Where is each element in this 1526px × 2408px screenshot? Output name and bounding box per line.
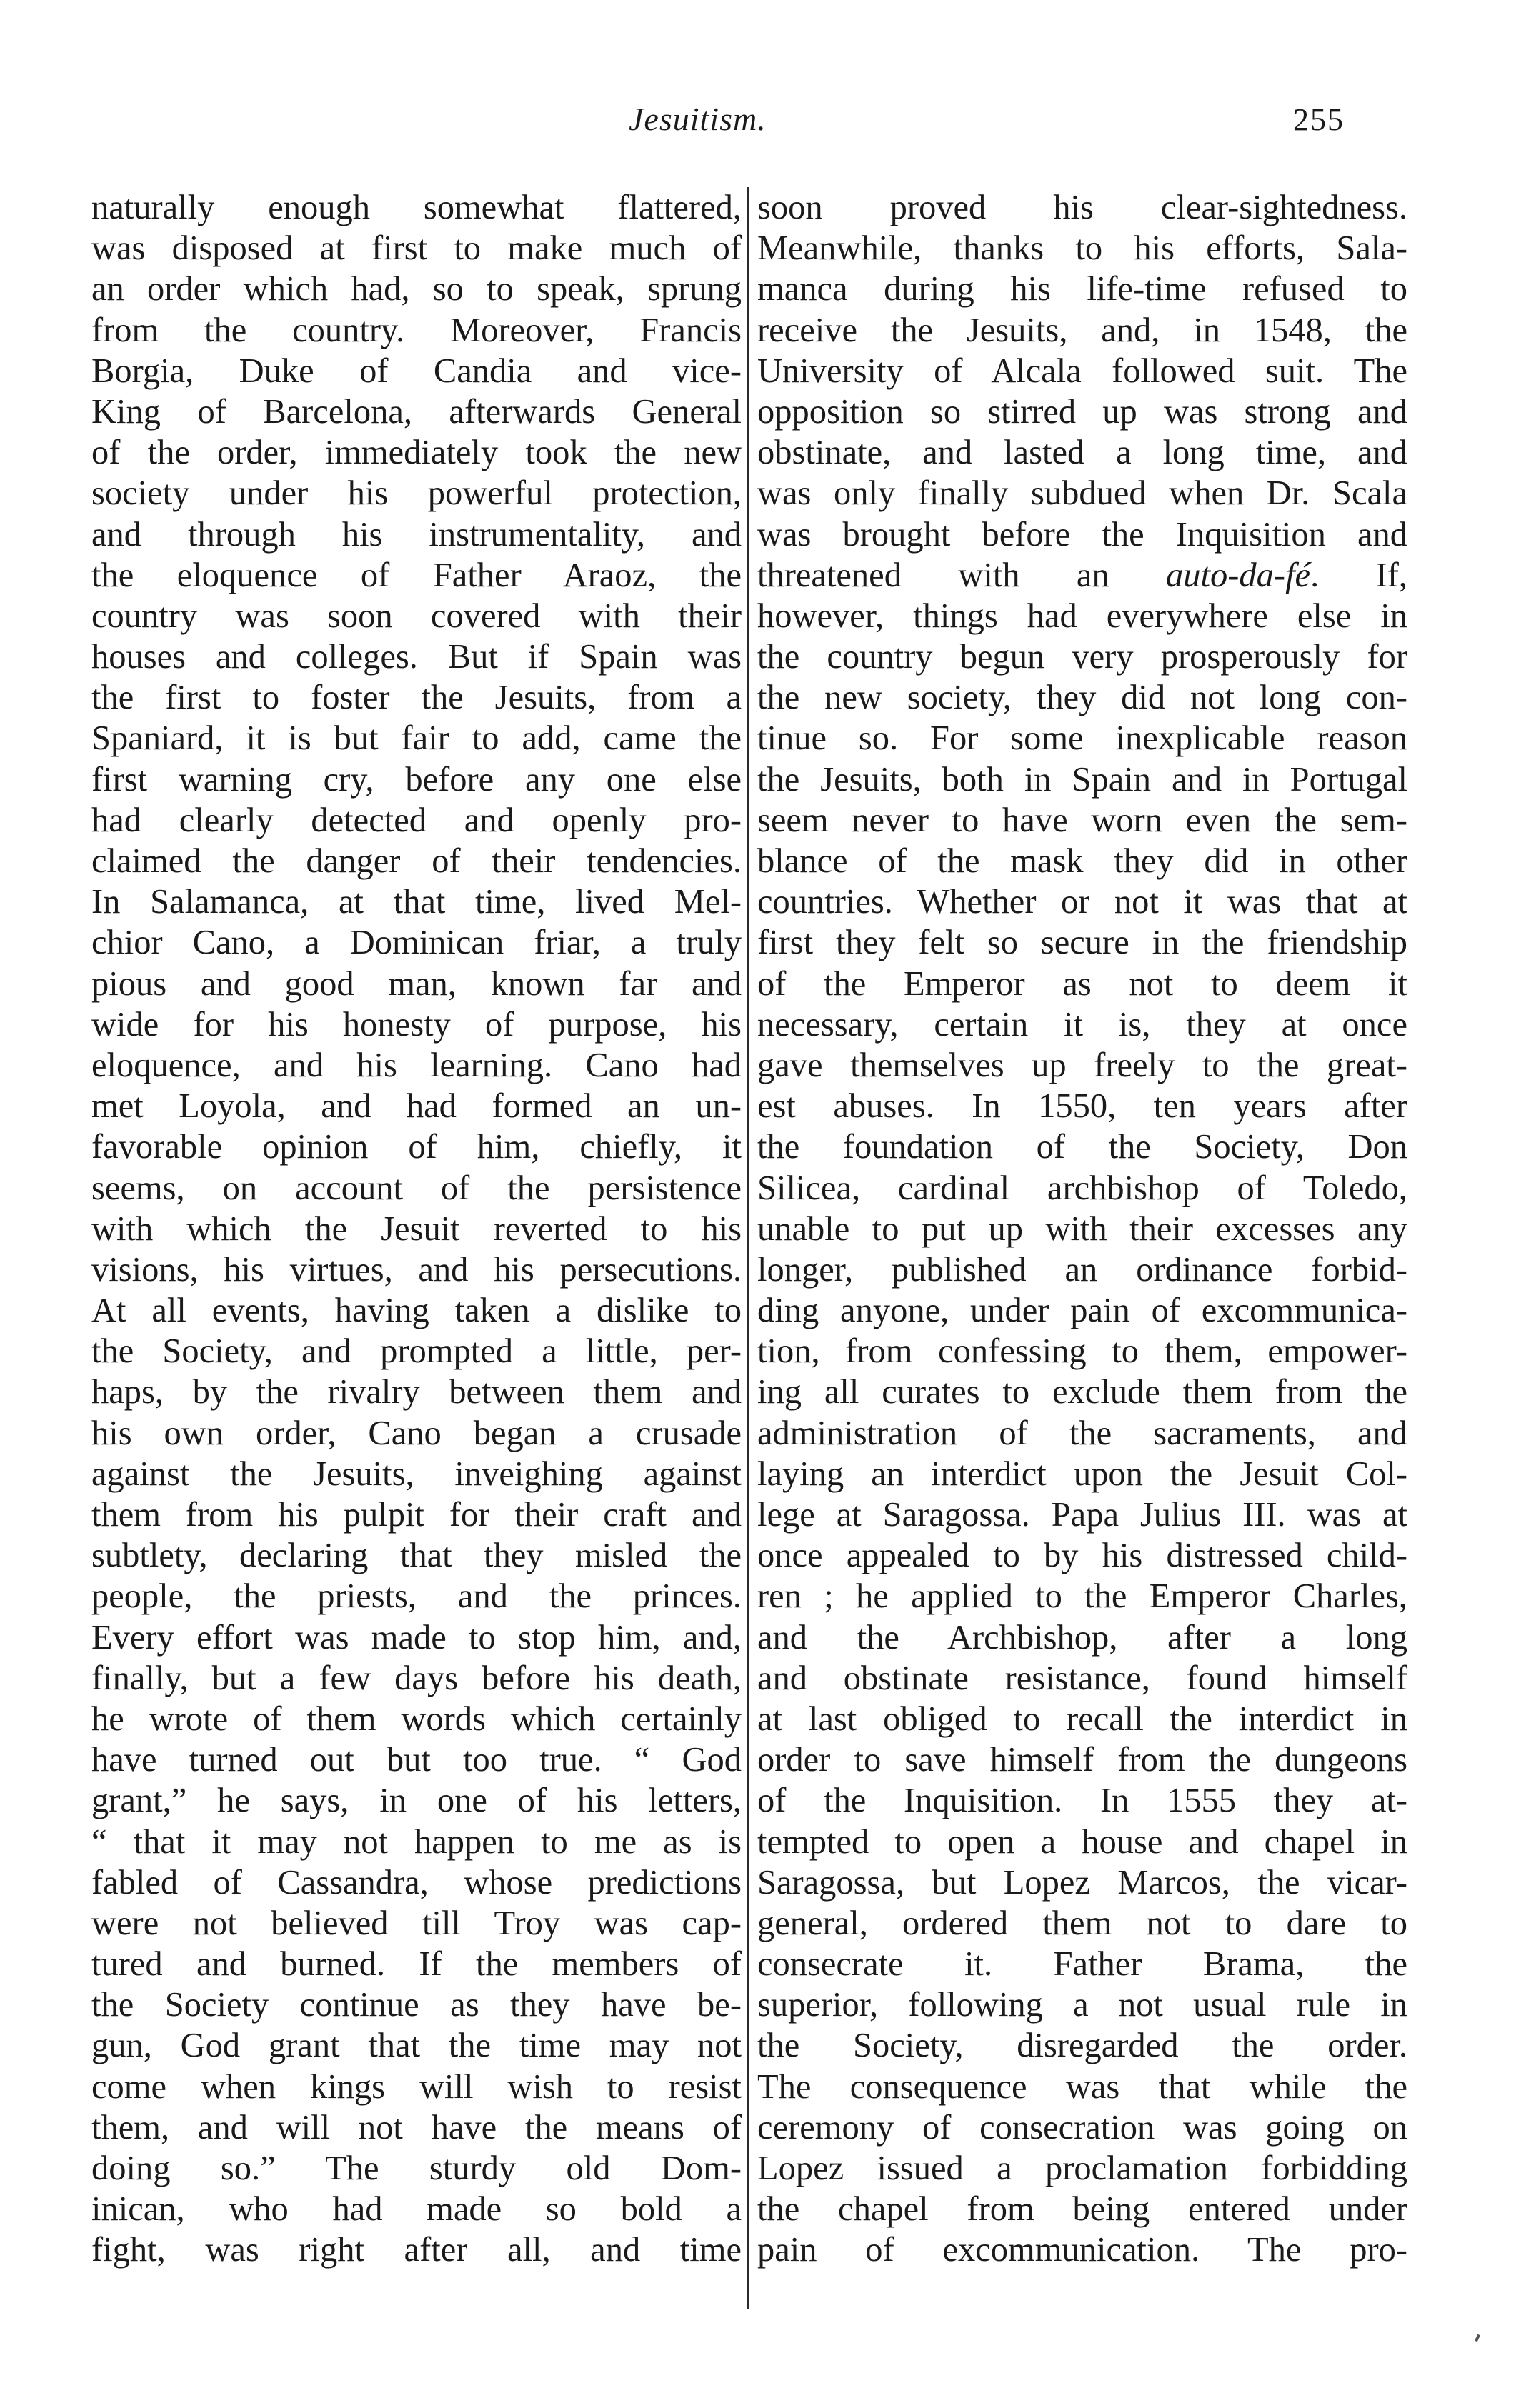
text-line: Lopez issued a proclamation forbidding	[757, 2149, 1407, 2187]
left-text-column	[91, 187, 742, 2271]
text-line: inican, who had made so bold a	[91, 2190, 742, 2229]
text-line: Borgia, Duke of Candia and vice-	[91, 351, 742, 390]
text-line: countries. Whether or not it was that at	[757, 883, 1407, 921]
text-line: the Society, and prompted a little, per-	[91, 1332, 742, 1371]
text-line: Every effort was made to stop him, and,	[91, 1618, 742, 1657]
text-line: gave themselves up freely to the great-	[757, 1046, 1407, 1084]
text-line: necessary, certain it is, they at once	[757, 1005, 1407, 1044]
text-line: administration of the sacraments, and	[757, 1414, 1407, 1452]
text-line: superior, following a not usual rule in	[757, 1986, 1407, 2024]
text-line: University of Alcala followed suit. The	[757, 351, 1407, 390]
text-line: them from his pulpit for their craft and	[91, 1496, 742, 1534]
text-line: first warning cry, before any one else	[91, 760, 742, 799]
page-number: 255	[1293, 102, 1345, 137]
text-line: met Loyola, and had formed an un-	[91, 1087, 742, 1126]
text-line: the eloquence of Father Araoz, the	[91, 556, 742, 594]
text-line: tion, from confessing to them, empower-	[757, 1332, 1407, 1371]
text-line: seem never to have worn even the sem-	[757, 801, 1407, 839]
text-line: the Jesuits, both in Spain and in Portugal	[757, 760, 1407, 799]
text-line: receive the Jesuits, and, in 1548, the	[757, 311, 1407, 349]
text-line: In Salamanca, at that time, lived Mel-	[91, 883, 742, 921]
text-line: opposition so stirred up was strong and	[757, 392, 1407, 431]
text-line: the chapel from being entered under	[757, 2190, 1407, 2229]
text-line: first they felt so secure in the friendship	[757, 924, 1407, 962]
stray-ink-mark	[1475, 2334, 1480, 2342]
text-line: grant,” he says, in one of his letters,	[91, 1782, 742, 1820]
text-line: Spaniard, it is but fair to add, came the	[91, 719, 742, 758]
italic-phrase: auto-da-fé	[1166, 556, 1311, 594]
text-line: Saragossa, but Lopez Marcos, the vicar-	[757, 1863, 1407, 1902]
text-line: was brought before the Inquisition and	[757, 515, 1407, 554]
text-line: longer, published an ordinance forbid-	[757, 1250, 1407, 1289]
text-line: fabled of Cassandra, whose predictions	[91, 1863, 742, 1902]
text-line: naturally enough somewhat flattered,	[91, 189, 742, 226]
text-line: eloquence, and his learning. Cano had	[91, 1046, 742, 1084]
text-line: the foundation of the Society, Don	[757, 1128, 1407, 1166]
text-line: laying an interdict upon the Jesuit Col-	[757, 1454, 1407, 1493]
text-line: King of Barcelona, afterwards General	[91, 392, 742, 431]
text-line: the Society continue as they have be-	[91, 1986, 742, 2024]
right-text-column	[757, 187, 1407, 2271]
text-line: at last obliged to recall the interdict in	[757, 1699, 1407, 1738]
text-line: country was soon covered with their	[91, 596, 742, 635]
text-line: finally, but a few days before his death,	[91, 1659, 742, 1697]
text-line: favorable opinion of him, chiefly, it	[91, 1128, 742, 1166]
text-line: was disposed at first to make much of	[91, 229, 742, 268]
text-line: of the order, immediately took the new	[91, 434, 742, 472]
text-line: and obstinate resistance, found himself	[757, 1659, 1407, 1697]
text-line: manca during his life-time refused to	[757, 270, 1407, 309]
text-line: with which the Jesuit reverted to his	[91, 1209, 742, 1248]
text-line: the country begun very prosperously for	[757, 638, 1407, 676]
text-line: pain of excommunication. The pro-	[757, 2231, 1407, 2269]
text-line: ding anyone, under pain of excommunica-	[757, 1292, 1407, 1330]
text-line: seems, on account of the persistence	[91, 1169, 742, 1207]
text-line: est abuses. In 1550, ten years after	[757, 1087, 1407, 1126]
text-line: the first to foster the Jesuits, from a	[91, 679, 742, 717]
text-line: society under his powerful protection,	[91, 474, 742, 513]
text-line: tinue so. For some inexplicable reason	[757, 719, 1407, 758]
text-line: unable to put up with their excesses any	[757, 1209, 1407, 1248]
text-line: against the Jesuits, inveighing against	[91, 1454, 742, 1493]
text-line: pious and good man, known far and	[91, 964, 742, 1003]
text-line: of the Emperor as not to deem it	[757, 964, 1407, 1003]
text-line: threatened with an auto-da-fé. If,	[757, 556, 1407, 594]
text-line: an order which had, so to speak, sprung	[91, 270, 742, 309]
text-line: houses and colleges. But if Spain was	[91, 638, 742, 676]
text-line: once appealed to by his distressed child-	[757, 1537, 1407, 1575]
text-line: was only finally subdued when Dr. Scala	[757, 474, 1407, 513]
text-line: were not believed till Troy was cap-	[91, 1904, 742, 1942]
text-line: the Society, disregarded the order.	[757, 2027, 1407, 2065]
text-line: from the country. Moreover, Francis	[91, 311, 742, 349]
text-line: lege at Saragossa. Papa Julius III. was at	[757, 1496, 1407, 1534]
text-line: come when kings will wish to resist	[91, 2067, 742, 2106]
text-line: consecrate it. Father Brama, the	[757, 1945, 1407, 1984]
text-line: blance of the mask they did in other	[757, 842, 1407, 880]
text-line: and the Archbishop, after a long	[757, 1618, 1407, 1657]
text-line: obstinate, and lasted a long time, and	[757, 434, 1407, 472]
running-title: Jesuitism.	[629, 101, 767, 137]
text-line: Meanwhile, thanks to his efforts, Sala-	[757, 229, 1407, 268]
text-line: doing so.” The sturdy old Dom-	[91, 2149, 742, 2187]
text-line: “ that it may not happen to me as is	[91, 1822, 742, 1861]
text-line: tempted to open a house and chapel in	[757, 1822, 1407, 1861]
text-line: had clearly detected and openly pro-	[91, 801, 742, 839]
column-divider-rule	[747, 187, 749, 2309]
text-line: them, and will not have the means of	[91, 2108, 742, 2147]
text-line: however, things had everywhere else in	[757, 596, 1407, 635]
text-line: fight, was right after all, and time	[91, 2231, 742, 2269]
text-line: visions, his virtues, and his persecutions.	[91, 1250, 742, 1289]
text-line: ing all curates to exclude them from the	[757, 1373, 1407, 1412]
text-line: have turned out but too true. “ God	[91, 1741, 742, 1779]
text-line: The consequence was that while the	[757, 2067, 1407, 2106]
text-line: ren ; he applied to the Emperor Charles,	[757, 1577, 1407, 1616]
text-line: the new society, they did not long con-	[757, 679, 1407, 717]
text-line: and through his instrumentality, and	[91, 515, 742, 554]
text-line: chior Cano, a Dominican friar, a truly	[91, 924, 742, 962]
text-line: gun, God grant that the time may not	[91, 2027, 742, 2065]
text-line: order to save himself from the dungeons	[757, 1741, 1407, 1779]
text-line: of the Inquisition. In 1555 they at-	[757, 1782, 1407, 1820]
text-line: claimed the danger of their tendencies.	[91, 842, 742, 880]
text-line: ceremony of consecration was going on	[757, 2108, 1407, 2147]
running-head	[0, 100, 1526, 157]
text-line: haps, by the rivalry between them and	[91, 1373, 742, 1412]
text-line: his own order, Cano began a crusade	[91, 1414, 742, 1452]
text-line: At all events, having taken a dislike to	[91, 1292, 742, 1330]
text-line: people, the priests, and the princes.	[91, 1577, 742, 1616]
text-line: general, ordered them not to dare to	[757, 1904, 1407, 1942]
text-line: wide for his honesty of purpose, his	[91, 1005, 742, 1044]
text-line: subtlety, declaring that they misled the	[91, 1537, 742, 1575]
text-line: soon proved his clear-sightedness.	[757, 189, 1407, 226]
text-line: tured and burned. If the members of	[91, 1945, 742, 1984]
text-line: Silicea, cardinal archbishop of Toledo,	[757, 1169, 1407, 1207]
text-line: he wrote of them words which certainly	[91, 1699, 742, 1738]
